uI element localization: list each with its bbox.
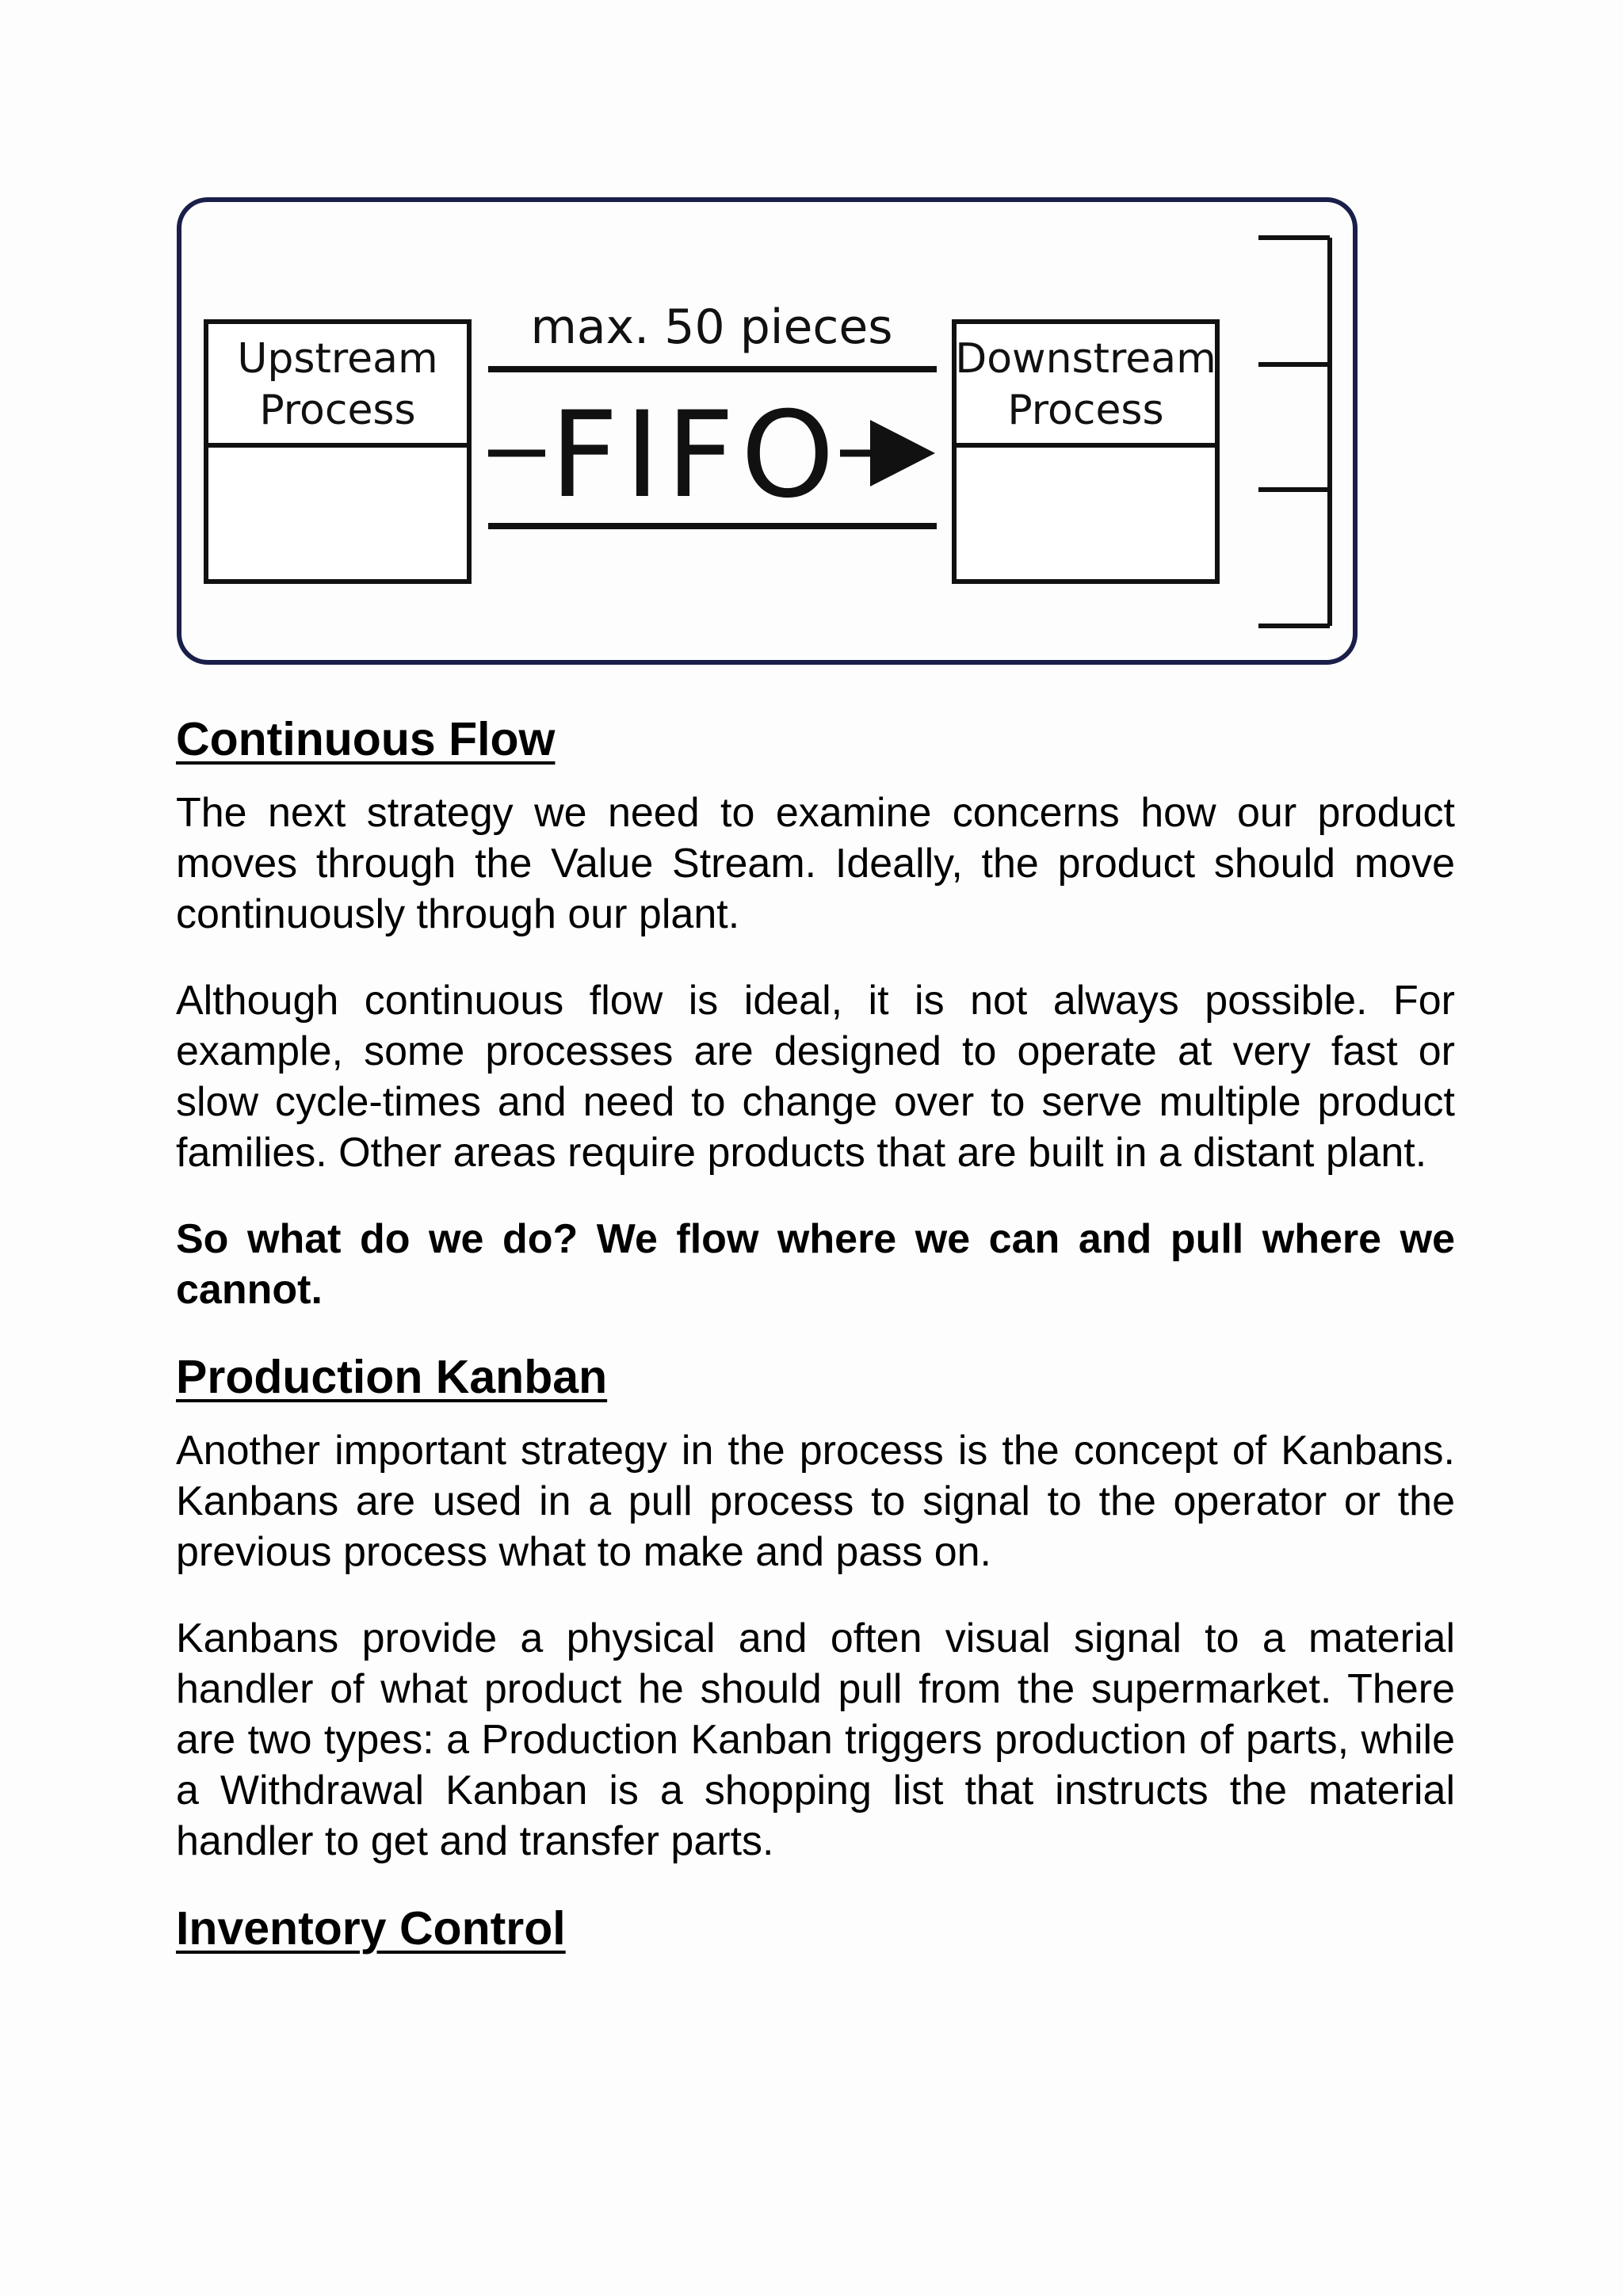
downstream-label-line2: Process xyxy=(1007,387,1164,434)
bracket-icon xyxy=(1258,238,1330,626)
paragraph: Another important strategy in the process is the concept of Kanbans. Kanbans are used in a pull process to signal to the operator or the previous process what to make and pass on. xyxy=(176,1427,1455,1575)
section-continuous-flow xyxy=(176,713,1455,1315)
upstream-process-box xyxy=(206,322,469,582)
upstream-label-line2: Process xyxy=(259,387,416,434)
downstream-process-box xyxy=(954,322,1217,582)
downstream-label-line1: Downstream xyxy=(955,335,1216,383)
fifo-diagram-svg xyxy=(176,196,1358,666)
fifo-label: FIFO xyxy=(550,387,841,524)
document-body xyxy=(176,713,1455,1977)
section-heading: Production Kanban xyxy=(176,1350,608,1403)
section-heading: Continuous Flow xyxy=(176,713,556,765)
emphasis-paragraph: So what do we do? We flow where we can and pull where we cannot. xyxy=(176,1215,1455,1313)
section-heading: Inventory Control xyxy=(176,1901,566,1955)
paragraph: Although continuous flow is ideal, it is not always possible. For example, some processes are designed to operate at very fast or slow cycle-times and need to change over to serve multiple product families. Other areas require products that are built in a distant plant. xyxy=(176,977,1455,1176)
arrow-right-icon xyxy=(840,420,935,486)
paragraph: The next strategy we need to examine concerns how our product moves through the Value Stream. Ideally, the product should move continuously through our plant. xyxy=(176,789,1455,937)
upstream-label-line1: Upstream xyxy=(237,335,438,383)
fifo-capacity-label: max. 50 pieces xyxy=(530,299,893,355)
section-production-kanban xyxy=(176,1351,1455,1867)
fifo-diagram xyxy=(176,196,1358,666)
paragraph: Kanbans provide a physical and often visual signal to a material handler of what product he should pull from the supermarket. There are two types: a Production Kanban triggers production of parts, while a Withdrawal Kanban is a shopping list that instructs the material handler to get and transfer parts. xyxy=(176,1615,1455,1864)
section-inventory-control xyxy=(176,1902,1455,1956)
